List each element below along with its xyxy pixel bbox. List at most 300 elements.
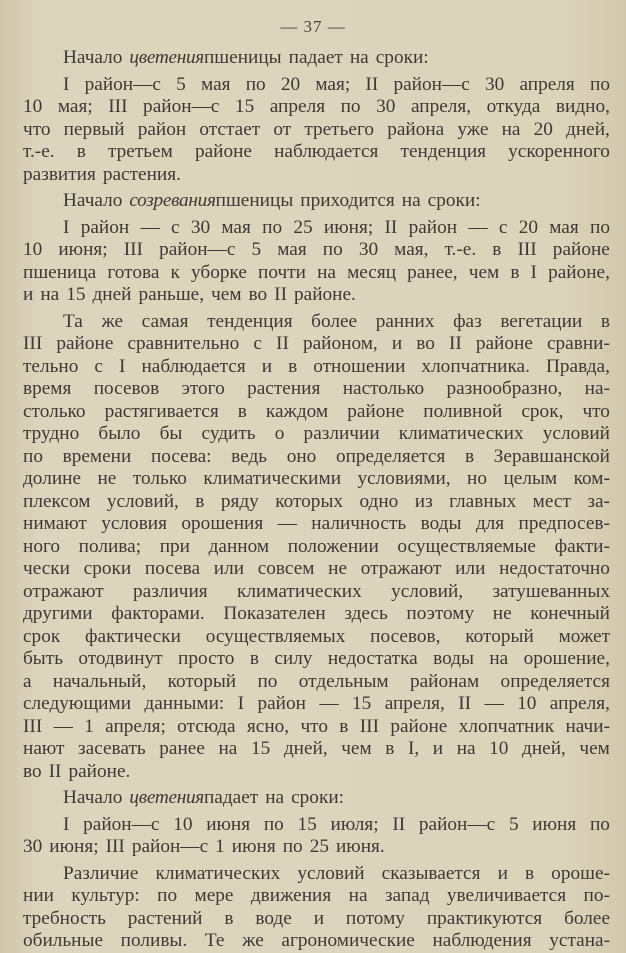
word: срок, (521, 400, 564, 422)
word: I (530, 261, 537, 283)
word: конечный (530, 603, 610, 624)
word: по (340, 96, 361, 117)
word: июня. (335, 836, 385, 857)
word: осуществляемых (205, 625, 346, 647)
word: 20 (280, 73, 301, 95)
word: район (137, 118, 187, 140)
word: сроки (83, 558, 132, 579)
word: следующими (23, 693, 132, 714)
word: затушеванных (492, 580, 610, 602)
word: с (170, 216, 180, 238)
word: на (401, 190, 421, 211)
word: ускоренного (508, 141, 610, 162)
word: из (414, 490, 433, 512)
word: III (105, 836, 125, 857)
word: хлопчатник (458, 715, 555, 737)
word: мере (194, 885, 234, 906)
word: 10 (23, 239, 43, 260)
word: II (448, 333, 462, 354)
word: что (582, 400, 610, 422)
word: плексом (23, 490, 91, 512)
word: культур: (71, 885, 140, 906)
word: район (257, 693, 306, 714)
word: движения (250, 885, 332, 906)
word: не (492, 603, 512, 624)
word: оно (286, 445, 317, 467)
word: I (118, 355, 126, 377)
word: отстает (199, 118, 261, 140)
word: 5 (251, 239, 262, 260)
word: в (465, 445, 475, 467)
word: увеличивается (446, 885, 567, 906)
word: приходится (300, 190, 395, 211)
word: в (249, 648, 259, 669)
word: по (590, 73, 610, 95)
word: начальный, (52, 670, 147, 692)
word: июня; (58, 239, 108, 260)
word: чески (23, 558, 70, 579)
word: этого (181, 378, 225, 399)
word: июня; (49, 836, 99, 857)
text-line (23, 626, 610, 649)
word: ранее, (407, 261, 458, 283)
word: в (524, 862, 535, 884)
word: по (322, 239, 343, 260)
word: сравнительно (127, 333, 240, 354)
word: на (265, 787, 285, 808)
word: по (157, 885, 178, 906)
word: и (313, 907, 325, 929)
word: различия (133, 580, 208, 602)
word: и (497, 862, 508, 884)
text-line (23, 491, 610, 514)
text-line (23, 536, 610, 559)
word: тенденция (207, 310, 293, 332)
word: — (319, 693, 339, 714)
word: районе, (548, 261, 610, 283)
word: 25 (293, 216, 313, 238)
word: третьего (304, 118, 375, 140)
word: II (48, 760, 62, 782)
word: районе (194, 141, 252, 162)
word: предпосев- (518, 513, 610, 534)
word: другими (23, 603, 93, 624)
word: климатических (398, 423, 524, 444)
text-line (23, 356, 610, 379)
text-line (23, 378, 610, 401)
word: II (365, 73, 379, 95)
word: обильные (23, 930, 104, 951)
word: начи- (565, 715, 610, 737)
text-line (23, 558, 610, 581)
word: т.-е. (444, 239, 477, 260)
word: и (261, 355, 273, 377)
word: же (101, 310, 124, 332)
word: при (159, 535, 190, 557)
word: трудно (23, 423, 80, 444)
word: устана- (549, 930, 610, 951)
word: 1 (84, 715, 94, 737)
text-line (23, 716, 610, 739)
word: более (564, 907, 610, 929)
text-line (23, 239, 610, 262)
word: в (288, 355, 298, 377)
word: хлопчатника. (421, 355, 530, 377)
word: II (458, 693, 472, 714)
word: по- (583, 885, 610, 906)
page-number: — 37 — (280, 17, 346, 36)
word: район—с (143, 96, 220, 117)
word: каждом (265, 400, 329, 422)
word: районе. (68, 760, 131, 782)
word: в (339, 715, 349, 737)
word: орошение, (523, 648, 610, 669)
word: условиями, (357, 468, 451, 489)
word: же (242, 930, 264, 951)
word: факторами. (111, 603, 205, 624)
word: и (23, 284, 34, 305)
word: пшеницы (215, 190, 294, 211)
word: I (63, 216, 70, 238)
word: апреля (269, 96, 326, 117)
word: района (387, 118, 445, 140)
text-line (23, 787, 610, 810)
word: наблюдается (141, 355, 246, 377)
text-line (23, 217, 610, 240)
word: потому (345, 907, 405, 929)
word: район—с (393, 73, 470, 95)
word: 10 (489, 738, 509, 759)
word: июня; (323, 216, 374, 238)
word: мая; (315, 73, 351, 95)
word: за- (587, 490, 610, 512)
word: — (484, 693, 504, 714)
text-line (23, 141, 610, 164)
word: который (465, 625, 534, 647)
word: 15 (234, 96, 255, 117)
word: дней, (522, 738, 566, 759)
word: сроки: (291, 787, 344, 808)
word: уборке (191, 261, 247, 283)
word: поливы. (120, 930, 188, 951)
word: апреля, (384, 693, 445, 714)
word: ясно, (246, 715, 290, 737)
word: запад (384, 885, 430, 906)
word: практикуются (426, 907, 543, 929)
word: II (392, 813, 406, 835)
word: растений (127, 907, 203, 929)
word: июля; (330, 813, 379, 835)
word: растения. (102, 163, 181, 185)
word: и (432, 738, 444, 759)
word: воды (420, 513, 462, 534)
word: просто (178, 648, 235, 669)
word: апреля, (549, 693, 610, 714)
word: районе (347, 400, 405, 422)
word: 30 (376, 96, 396, 117)
word: на (317, 261, 336, 283)
word: район—с (418, 813, 496, 835)
word: что (300, 715, 328, 737)
word: готова (107, 261, 160, 283)
text-line (23, 119, 610, 142)
word: недостаточно (499, 558, 610, 579)
word: растягивается (104, 400, 219, 422)
word: условия (101, 513, 167, 534)
word: ороше- (551, 862, 610, 884)
word: климатическими (203, 468, 342, 489)
word: Показателен (223, 603, 326, 624)
word: июня (231, 836, 276, 857)
word: — (140, 216, 160, 238)
word: на (489, 648, 509, 669)
word: развития (23, 163, 96, 185)
word: растения (247, 378, 321, 399)
word: по (589, 813, 610, 835)
word: на (456, 738, 476, 759)
word: падает (203, 787, 259, 808)
word: посева (144, 558, 201, 579)
word: или (455, 558, 486, 579)
word: агрономические (281, 930, 415, 951)
word: по (23, 445, 43, 467)
word: 20 (533, 118, 553, 140)
word: район—с (84, 73, 161, 95)
word: главных (449, 490, 517, 512)
word: посева: (150, 445, 212, 467)
word: полива; (78, 535, 142, 557)
word: поэтому (406, 603, 475, 624)
word: 15 (66, 284, 86, 305)
italic-word: цветения (129, 47, 204, 68)
text-line (23, 311, 610, 334)
text-line (23, 908, 610, 931)
text-line (23, 47, 610, 70)
word: в (237, 400, 247, 422)
word: ного (23, 535, 61, 557)
word: на- (584, 378, 610, 399)
word: Та (63, 310, 83, 332)
word: апреля, (410, 96, 472, 117)
word: с (498, 216, 508, 238)
word: фаз (453, 310, 482, 332)
italic-word: созревания (129, 190, 216, 211)
word: 30 (190, 216, 211, 238)
word: районе (390, 715, 448, 737)
word: самая (141, 310, 189, 332)
word: районе (552, 239, 610, 260)
word: район (408, 216, 458, 238)
word: ранних (375, 310, 435, 332)
word: в (195, 490, 205, 512)
word: 15 (297, 813, 317, 835)
word: но (467, 468, 488, 489)
word: может (558, 625, 610, 647)
word: которых (275, 490, 344, 512)
word: нают (23, 738, 65, 759)
word: I (237, 693, 245, 714)
word: 30 (358, 239, 379, 260)
word: 15 (352, 693, 372, 714)
word: тельно (23, 355, 79, 377)
word: по (590, 216, 610, 238)
text-line (23, 836, 610, 859)
text-line (23, 446, 610, 469)
text-line (23, 603, 610, 626)
word: чем (211, 284, 242, 305)
word: здесь (344, 603, 388, 624)
word: районе (475, 333, 533, 354)
word: первый (63, 118, 125, 140)
text-line (23, 885, 610, 908)
word: Правда, (545, 355, 610, 377)
word: мест (532, 490, 571, 512)
word: 5 (508, 813, 519, 835)
word: уже (457, 118, 489, 140)
word: не (328, 558, 348, 579)
word: чем (341, 738, 372, 759)
word: посевов, (370, 625, 441, 647)
word: наличность (311, 513, 407, 534)
word: 1 (215, 836, 225, 857)
word: данными: (144, 693, 225, 714)
word: воде (255, 907, 292, 929)
body-text (23, 47, 610, 953)
word: район—с (83, 813, 160, 835)
word: условий, (391, 580, 464, 602)
word: I (63, 73, 70, 95)
word: с (94, 355, 103, 377)
word: пшеницы (203, 47, 282, 68)
word: быть (23, 648, 63, 669)
word: на (40, 284, 60, 305)
word: совсем (257, 558, 315, 579)
word: по (282, 836, 303, 857)
word: чем (579, 738, 610, 759)
word: а (23, 670, 32, 692)
word: положении (287, 535, 379, 557)
word: район (80, 216, 130, 238)
word: факти- (554, 535, 610, 557)
word: требность (23, 907, 106, 929)
word: отражают (360, 558, 442, 579)
word: июня (532, 813, 577, 835)
word: в (385, 738, 395, 759)
word: наблюдается (274, 141, 379, 162)
word: долине (23, 468, 82, 489)
word: определяется (500, 670, 610, 692)
word: отсюда (177, 715, 236, 737)
text-line (23, 164, 610, 187)
word: III (123, 239, 143, 260)
word: посевов (93, 378, 160, 399)
word: только (132, 468, 187, 489)
word: с (253, 333, 262, 354)
word: район—с (159, 239, 236, 260)
word: ком- (573, 468, 610, 489)
word: Различие (63, 862, 139, 884)
word: II (276, 333, 289, 354)
word: более (311, 310, 358, 332)
word: отдельным (298, 670, 389, 692)
text-line (23, 648, 610, 671)
word: II (384, 216, 398, 238)
word: районе (56, 333, 114, 354)
text-line (23, 513, 610, 536)
word: наблюдения (432, 930, 532, 951)
word: Начало (63, 190, 123, 211)
word: июня (206, 813, 251, 835)
word: по (257, 670, 278, 692)
italic-word: цветения (129, 787, 204, 808)
text-line (23, 738, 610, 761)
word: климатических (155, 862, 281, 884)
word: для (475, 513, 505, 534)
word: во (416, 333, 435, 354)
text-line (23, 333, 610, 356)
word: целым (503, 468, 558, 489)
word: к (170, 261, 180, 283)
text-line (23, 74, 610, 97)
word: осуществляемые (397, 535, 536, 557)
word: в (224, 907, 234, 929)
word: или (213, 558, 245, 579)
word: 30 (23, 836, 43, 857)
word: дней, (283, 738, 328, 759)
word: районам (409, 670, 480, 692)
word: 5 (176, 73, 186, 95)
word: сравни- (546, 333, 610, 354)
word: времени (62, 445, 132, 467)
text-line (23, 761, 610, 784)
word: настолько (342, 378, 425, 399)
word: район—с (131, 836, 209, 857)
word: отношении (313, 355, 406, 377)
text-line (23, 863, 610, 886)
word: условий, (106, 490, 179, 512)
word: — (277, 513, 297, 534)
word: нии (23, 885, 54, 906)
word: от (273, 118, 292, 140)
word: III (108, 96, 128, 117)
word: раньше, (138, 284, 205, 305)
word: данном (208, 535, 270, 557)
word: орошения (181, 513, 264, 534)
word: пшеница (23, 261, 97, 283)
word: сроки: (427, 190, 481, 211)
word: в (600, 310, 610, 332)
word: 20 (518, 216, 538, 238)
word: Начало (63, 47, 123, 68)
word: в (492, 239, 502, 260)
word: воды (433, 648, 474, 669)
word: ранее (159, 738, 205, 759)
word: в (76, 141, 86, 162)
word: I (63, 813, 70, 835)
word: т.-е. (23, 141, 55, 162)
text-line (23, 693, 610, 716)
word: Зеравшанской (493, 445, 610, 467)
word: климатических (236, 580, 362, 602)
word: во (248, 284, 268, 305)
word: III (517, 239, 537, 260)
word: условий (542, 423, 610, 444)
word: III (23, 333, 43, 354)
word: отражают (23, 580, 104, 602)
word: условий (297, 862, 365, 884)
word: третьем (107, 141, 173, 162)
text-line (23, 930, 610, 953)
